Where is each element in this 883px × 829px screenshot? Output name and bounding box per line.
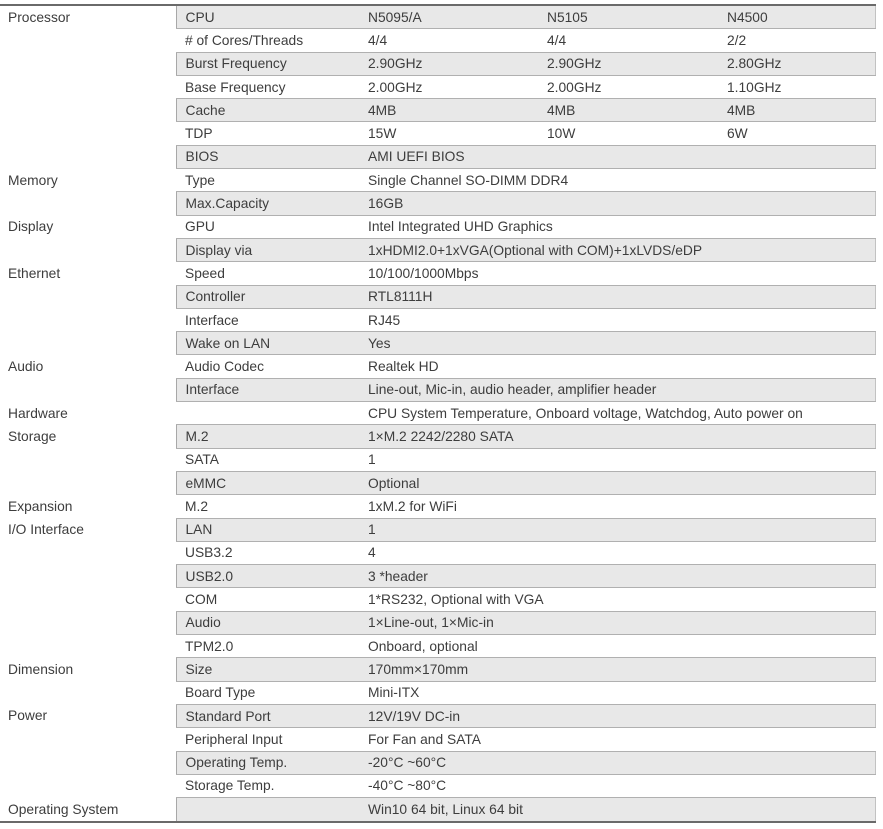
spec-value-cell: Win10 64 bit, Linux 64 bit: [359, 798, 875, 822]
spec-value-cell: Intel Integrated UHD Graphics: [359, 215, 875, 238]
spec-name-cell: Audio Codec: [176, 355, 359, 378]
spec-name-cell: Type: [176, 169, 359, 192]
category-cell: Processor: [0, 5, 176, 169]
spec-value-cell: Optional: [359, 471, 875, 494]
spec-value-cell: 2.90GHz: [359, 52, 538, 75]
spec-value-cell: Single Channel SO-DIMM DDR4: [359, 169, 875, 192]
spec-name-cell: Interface: [176, 308, 359, 331]
spec-value-cell: AMI UEFI BIOS: [359, 145, 875, 168]
spec-value-cell: 10/100/1000Mbps: [359, 262, 875, 285]
spec-name-cell: eMMC: [176, 471, 359, 494]
spec-name-cell: Peripheral Input: [176, 728, 359, 751]
spec-name-cell: Operating Temp.: [176, 751, 359, 774]
spec-name-cell: Standard Port: [176, 704, 359, 727]
spec-name-cell: [176, 402, 359, 425]
spec-value-cell: 1: [359, 448, 875, 471]
spec-value-cell: 4: [359, 541, 875, 564]
spec-name-cell: M.2: [176, 425, 359, 448]
spec-name-cell: Base Frequency: [176, 75, 359, 98]
spec-name-cell: Storage Temp.: [176, 774, 359, 797]
category-cell: Power: [0, 704, 176, 797]
table-row: [0, 169, 875, 192]
spec-value-cell: 1×Line-out, 1×Mic-in: [359, 611, 875, 634]
spec-name-cell: Burst Frequency: [176, 52, 359, 75]
spec-name-cell: USB2.0: [176, 565, 359, 588]
spec-value-cell: 16GB: [359, 192, 875, 215]
spec-value-cell: 4/4: [538, 29, 718, 52]
table-row: [0, 215, 875, 238]
spec-value-cell: 1.10GHz: [718, 75, 875, 98]
category-cell: Display: [0, 215, 176, 262]
spec-name-cell: Interface: [176, 378, 359, 401]
category-cell: Memory: [0, 169, 176, 216]
spec-value-cell: Line-out, Mic-in, audio header, amplifier header: [359, 378, 875, 401]
spec-name-cell: GPU: [176, 215, 359, 238]
spec-name-cell: Size: [176, 658, 359, 681]
spec-value-cell: Onboard, optional: [359, 635, 875, 658]
spec-name-cell: Cache: [176, 99, 359, 122]
spec-value-cell: N4500: [718, 5, 875, 29]
table-row: [0, 495, 875, 518]
spec-value-cell: For Fan and SATA: [359, 728, 875, 751]
spec-value-cell: Realtek HD: [359, 355, 875, 378]
category-cell: Dimension: [0, 658, 176, 705]
table-row: [0, 704, 875, 727]
spec-value-cell: 4MB: [359, 99, 538, 122]
spec-value-cell: 170mm×170mm: [359, 658, 875, 681]
category-cell: Expansion: [0, 495, 176, 518]
spec-value-cell: RJ45: [359, 308, 875, 331]
spec-name-cell: [176, 798, 359, 822]
spec-value-cell: -40°C ~80°C: [359, 774, 875, 797]
spec-value-cell: Yes: [359, 332, 875, 355]
category-cell: Storage: [0, 425, 176, 495]
table-row: [0, 402, 875, 425]
spec-value-cell: 15W: [359, 122, 538, 145]
spec-value-cell: 4/4: [359, 29, 538, 52]
spec-value-cell: -20°C ~60°C: [359, 751, 875, 774]
spec-name-cell: SATA: [176, 448, 359, 471]
spec-name-cell: TPM2.0: [176, 635, 359, 658]
spec-value-cell: 1xHDMI2.0+1xVGA(Optional with COM)+1xLVDS/eDP: [359, 238, 875, 261]
spec-value-cell: N5095/A: [359, 5, 538, 29]
category-cell: Audio: [0, 355, 176, 402]
spec-name-cell: Wake on LAN: [176, 332, 359, 355]
spec-name-cell: # of Cores/Threads: [176, 29, 359, 52]
category-cell: Hardware: [0, 402, 176, 425]
spec-value-cell: 2.90GHz: [538, 52, 718, 75]
spec-name-cell: Display via: [176, 238, 359, 261]
table-row: [0, 5, 875, 29]
spec-value-cell: 2/2: [718, 29, 875, 52]
spec-name-cell: Controller: [176, 285, 359, 308]
category-cell: Operating System: [0, 798, 176, 822]
spec-value-cell: 4MB: [718, 99, 875, 122]
spec-value-cell: 3 *header: [359, 565, 875, 588]
spec-name-cell: TDP: [176, 122, 359, 145]
category-cell: Ethernet: [0, 262, 176, 355]
spec-name-cell: COM: [176, 588, 359, 611]
table-row: [0, 658, 875, 681]
spec-value-cell: 2.80GHz: [718, 52, 875, 75]
spec-name-cell: Audio: [176, 611, 359, 634]
spec-value-cell: 1*RS232, Optional with VGA: [359, 588, 875, 611]
spec-name-cell: Speed: [176, 262, 359, 285]
spec-value-cell: 2.00GHz: [538, 75, 718, 98]
spec-value-cell: 12V/19V DC-in: [359, 704, 875, 727]
table-row: [0, 518, 875, 541]
spec-value-cell: 2.00GHz: [359, 75, 538, 98]
spec-value-cell: RTL8111H: [359, 285, 875, 308]
spec-name-cell: LAN: [176, 518, 359, 541]
table-row: [0, 262, 875, 285]
spec-value-cell: 1xM.2 for WiFi: [359, 495, 875, 518]
table-row: [0, 798, 875, 822]
spec-name-cell: CPU: [176, 5, 359, 29]
table-row: [0, 355, 875, 378]
table-row: [0, 425, 875, 448]
spec-value-cell: CPU System Temperature, Onboard voltage, Watchdog, Auto power on: [359, 402, 875, 425]
category-cell: I/O Interface: [0, 518, 176, 658]
spec-table: [0, 4, 876, 823]
spec-value-cell: 1: [359, 518, 875, 541]
spec-value-cell: 10W: [538, 122, 718, 145]
spec-name-cell: M.2: [176, 495, 359, 518]
spec-name-cell: Max.Capacity: [176, 192, 359, 215]
spec-name-cell: Board Type: [176, 681, 359, 704]
spec-name-cell: BIOS: [176, 145, 359, 168]
spec-value-cell: 4MB: [538, 99, 718, 122]
spec-value-cell: 1×M.2 2242/2280 SATA: [359, 425, 875, 448]
spec-value-cell: N5105: [538, 5, 718, 29]
spec-table-body: [0, 5, 875, 822]
spec-value-cell: Mini-ITX: [359, 681, 875, 704]
spec-value-cell: 6W: [718, 122, 875, 145]
spec-name-cell: USB3.2: [176, 541, 359, 564]
